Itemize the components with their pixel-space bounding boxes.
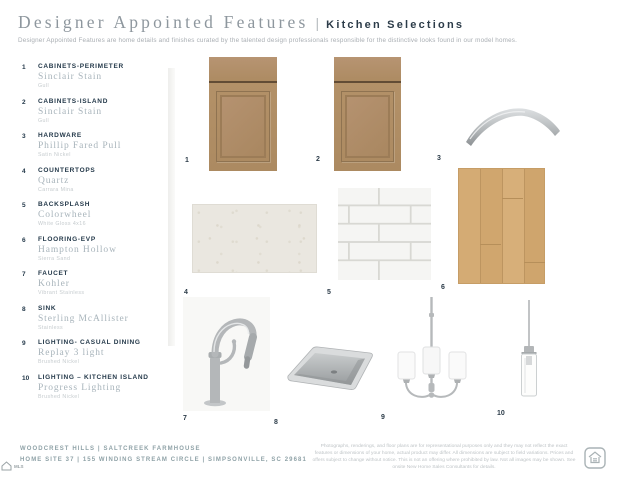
item-choice: Replay 3 light (38, 348, 105, 358)
item-category: COUNTERTOPS (38, 166, 96, 174)
countertop-quartz-swatch (192, 204, 317, 273)
subway-tile-icon (338, 188, 431, 280)
page-fold-shadow (168, 68, 175, 346)
gallery-number: 2 (316, 156, 320, 163)
item-choice: Sinclair Stain (38, 72, 103, 82)
gallery-number: 7 (183, 415, 187, 422)
cabinet-door (334, 83, 401, 171)
flooring-evp-swatch (458, 168, 545, 284)
list-item (22, 63, 172, 89)
item-category: HARDWARE (38, 132, 82, 139)
item-choice: Sinclair Stain (38, 106, 103, 117)
item-number: 4 (22, 167, 26, 175)
item-detail: Carrara Mina (38, 186, 74, 193)
pendant-icon (513, 300, 545, 404)
faucet-image (183, 297, 270, 411)
item-detail: Gull (38, 83, 50, 89)
item-category: CABINETS-ISLAND (38, 97, 109, 105)
item-category: SINK (38, 304, 57, 312)
item-choice: Hampton Hollow (38, 244, 117, 255)
chandelier-icon (385, 295, 478, 408)
gallery-number: 1 (185, 157, 189, 164)
item-number: 8 (22, 305, 26, 313)
item-choice: Quartz (38, 175, 70, 186)
list-item (22, 305, 172, 331)
selection-list (22, 63, 172, 408)
plank-joint (502, 198, 523, 199)
pendant-light-image (513, 300, 545, 404)
list-item (22, 167, 172, 193)
item-number: 3 (22, 133, 26, 140)
page-title: Designer Appointed Features (18, 12, 309, 32)
item-detail: Vibrant Stainless (38, 290, 85, 296)
item-detail: Gull (38, 117, 50, 124)
list-item (22, 132, 172, 158)
item-detail: Brushed Nickel (38, 393, 80, 400)
hardware-pull-image (460, 98, 565, 150)
cabinet-perimeter-swatch (209, 57, 277, 171)
gallery-number: 9 (381, 414, 385, 421)
item-detail: Stainless (38, 324, 64, 331)
item-category: LIGHTING – KITCHEN ISLAND (38, 373, 149, 381)
item-number: 2 (22, 98, 26, 106)
footer-community-block (20, 444, 307, 466)
community-name: WOODCREST HILLS | SALTCREEK FARMHOUSE (20, 446, 201, 452)
sink-icon (278, 340, 380, 395)
header-description: Designer Appointed Features are home details and finishes curated by the talented design professionals responsible for the distinctive looks found in our model homes. (18, 37, 518, 44)
gallery-number: 4 (184, 289, 188, 296)
gallery-number: 3 (437, 155, 441, 162)
cabinet-door (209, 83, 277, 171)
gallery-number: 10 (497, 410, 505, 417)
item-number: 7 (22, 271, 26, 278)
sink-image (278, 340, 380, 395)
gallery-number: 6 (441, 284, 445, 291)
mls-logo (1, 461, 24, 471)
item-detail: White Gloss 4x16 (38, 221, 86, 227)
item-choice: Phillip Fared Pull (38, 141, 122, 151)
mls-text: MLS (14, 463, 24, 469)
plank-joint (524, 262, 545, 263)
list-item (22, 98, 172, 124)
cabinet-drawer-front (209, 57, 277, 83)
item-category: BACKSPLASH (38, 201, 91, 208)
mls-house-icon (1, 461, 12, 471)
cabinet-drawer-front (334, 57, 401, 83)
equal-housing-icon (584, 447, 606, 469)
item-number: 5 (22, 202, 26, 209)
item-category: FAUCET (38, 270, 69, 277)
backsplash-tile-swatch (338, 188, 431, 280)
chandelier-image (385, 295, 478, 408)
list-item (22, 270, 172, 296)
gallery-number: 5 (327, 289, 331, 296)
plank-joint (480, 244, 501, 245)
item-detail: Satin Nickel (38, 152, 71, 158)
item-choice: Sterling McAllister (38, 313, 129, 324)
cabinet-island-swatch (334, 57, 401, 171)
item-category: CABINETS-PERIMETER (38, 63, 124, 70)
list-item (22, 339, 172, 365)
item-number: 10 (22, 374, 30, 382)
item-number: 1 (22, 64, 26, 71)
title-divider: | (315, 15, 320, 31)
home-address: HOME SITE 37 | 155 WINDING STREAM CIRCLE | SIMPSONVILLE, SC 29681 (20, 456, 307, 463)
item-number: 6 (22, 236, 26, 244)
list-item (22, 374, 172, 400)
gallery-number: 8 (274, 419, 278, 426)
faucet-icon (183, 297, 270, 411)
section-title: Kitchen Selections (326, 19, 465, 31)
pull-handle-icon (460, 98, 565, 150)
list-item (22, 201, 172, 227)
page-header (18, 12, 464, 33)
item-category: LIGHTING- CASUAL DINING (38, 339, 141, 346)
item-category: FLOORING-EVP (38, 235, 96, 243)
item-choice: Colorwheel (38, 210, 92, 220)
item-number: 9 (22, 340, 26, 347)
list-item (22, 236, 172, 262)
item-choice: Kohler (38, 279, 70, 289)
item-detail: Sierra Sand (38, 255, 71, 262)
item-detail: Brushed Nickel (38, 359, 80, 365)
item-choice: Progress Lighting (38, 382, 122, 393)
footer-disclaimer: Photographs, renderings, and floor plans are for representational purposes only and they may not reflect the exact features or dimensions of your home, actual product may differ. All dimensions are subject to field variations. Prices and offers subject to change without notice. This is not an offering where prohibited by law. Not all images may be shown. See onsite New Home Sales Consultants for details. (312, 444, 576, 470)
